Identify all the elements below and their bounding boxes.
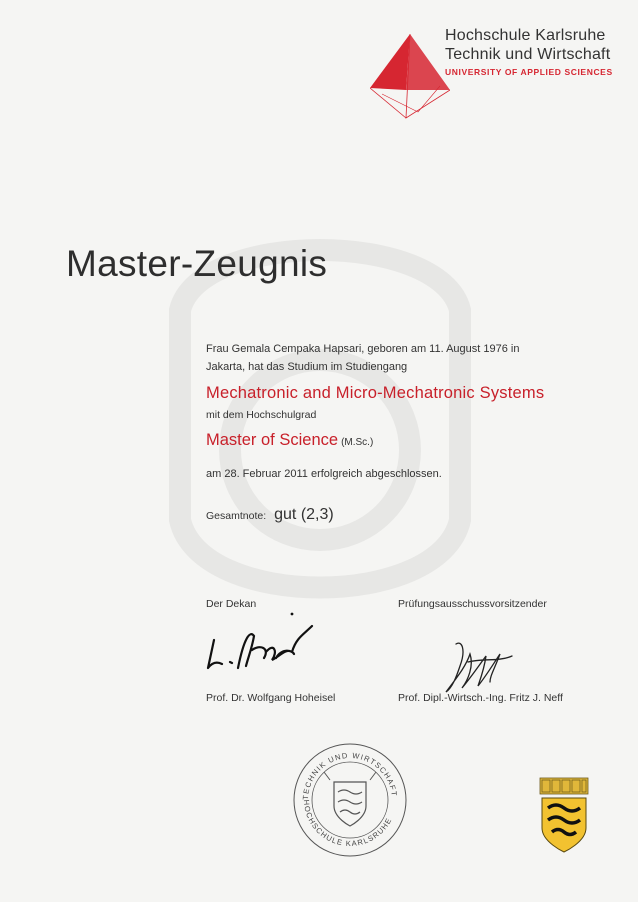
chair-signature: [428, 636, 528, 696]
coat-of-arms-icon: [536, 776, 592, 854]
completion-text: am 28. Februar 2011 erfolgreich abgeschlossen.: [206, 468, 442, 480]
program-name: Mechatronic and Micro-Mechatronic Systems: [206, 384, 545, 402]
grade-row: [206, 506, 586, 524]
grade-value: gut (2,3): [274, 506, 334, 523]
dean-name: Prof. Dr. Wolfgang Hoheisel: [206, 692, 336, 704]
grade-label: Gesamtnote:: [206, 510, 267, 522]
dean-title: Der Dekan: [206, 598, 257, 610]
intro-text: [206, 340, 586, 376]
institution-tagline: UNIVERSITY OF APPLIED SCIENCES: [445, 67, 613, 77]
intro-line2: Jakarta, hat das Studium im Studiengang: [206, 361, 408, 373]
institution-name-line2: Technik und Wirtschaft: [445, 46, 611, 63]
degree-abbreviation: (M.Sc.): [341, 437, 374, 448]
document-title: Master-Zeugnis: [66, 243, 328, 284]
official-seal-stamp: [290, 740, 410, 860]
degree-line: [206, 431, 586, 450]
institution-name-line1: Hochschule Karlsruhe: [445, 27, 606, 44]
chair-title: Prüfungsausschussvorsitzender: [398, 598, 547, 610]
certificate-body: [206, 340, 586, 524]
dean-signature: [200, 608, 330, 678]
intro-line1: Frau Gemala Cempaka Hapsari, geboren am 11. August 1976 in: [206, 343, 520, 355]
degree-intro: mit dem Hochschulgrad: [206, 409, 317, 421]
chair-name: Prof. Dipl.-Wirtsch.-Ing. Fritz J. Neff: [398, 692, 563, 704]
institution-name: [445, 26, 613, 77]
svg-text:TECHNIK UND WIRTSCHAFT: TECHNIK UND WIRTSCHAFT: [300, 750, 399, 801]
degree-name: Master of Science: [206, 431, 339, 449]
university-logo-icon: [370, 34, 450, 120]
svg-text:HOCHSCHULE KARLSRUHE: HOCHSCHULE KARLSRUHE: [301, 799, 394, 849]
